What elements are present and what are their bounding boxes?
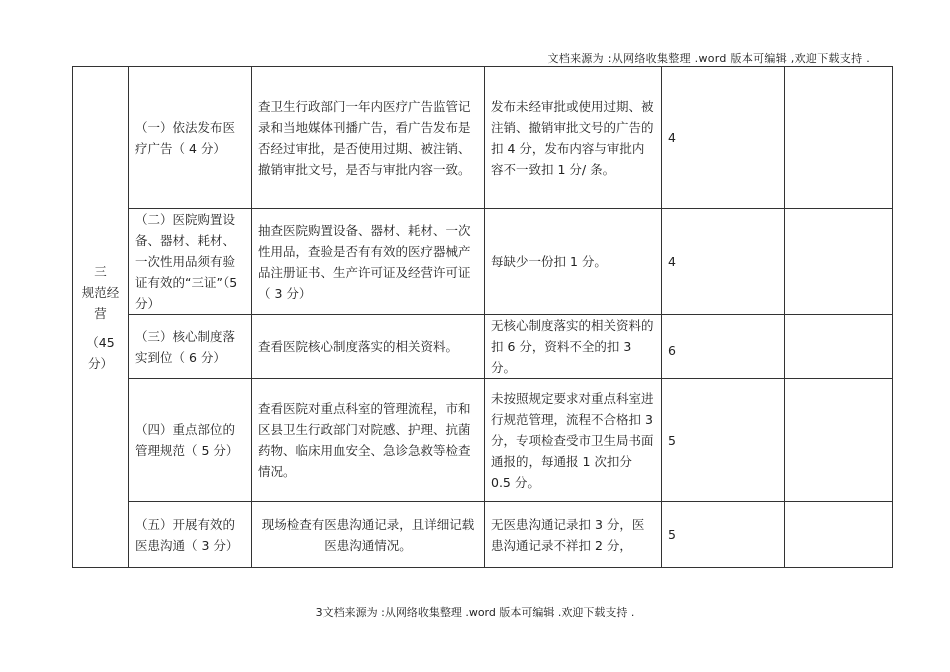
remark-cell	[785, 67, 893, 209]
section-number: 三	[94, 263, 107, 279]
rule-cell: 无医患沟通记录扣 3 分，医患沟通记录不祥扣 2 分，	[485, 502, 662, 568]
page-footer-note: 3文档来源为 :从网络收集整理 .word 版本可编辑 .欢迎下载支持 .	[315, 606, 635, 619]
score-cell: 6	[662, 315, 785, 379]
score-cell: 5	[662, 379, 785, 502]
section-cell	[73, 67, 129, 568]
item-cell: （三）核心制度落实到位（ 6 分）	[129, 315, 252, 379]
rule-cell: 每缺少一份扣 1 分。	[485, 209, 662, 315]
remark-cell	[785, 502, 893, 568]
table-row	[73, 315, 893, 379]
remark-cell	[785, 209, 893, 315]
method-cell: 查看医院核心制度落实的相关资料。	[252, 315, 485, 379]
table-row	[73, 502, 893, 568]
item-cell: （一）依法发布医疗广告（ 4 分）	[129, 67, 252, 209]
rule-cell: 未按照规定要求对重点科室进行规范管理，流程不合格扣 3 分，专项检查受市卫生局书面通报的，每通报 1 次扣分 0.5 分。	[485, 379, 662, 502]
section-points-line1: （45	[86, 334, 115, 350]
method-cell: 抽查医院购置设备、器材、耗材、一次性用品，查验是否有有效的医疗器械产品注册证书、生产许可证及经营许可证（ 3 分）	[252, 209, 485, 315]
method-cell: 现场检查有医患沟通记录，且详细记载医患沟通情况。	[252, 502, 485, 568]
rule-cell: 发布未经审批或使用过期、被注销、撤销审批文号的广告的扣 4 分，发布内容与审批内容不一致扣 1 分/ 条。	[485, 67, 662, 209]
item-cell: （二）医院购置设备、器材、耗材、一次性用品须有验证有效的“三证”（5 分）	[129, 209, 252, 315]
table-row	[73, 67, 893, 209]
item-cell: （四）重点部位的管理规范（ 5 分）	[129, 379, 252, 502]
remark-cell	[785, 315, 893, 379]
remark-cell	[785, 379, 893, 502]
table-row	[73, 379, 893, 502]
score-cell: 5	[662, 502, 785, 568]
section-title-line1: 规范经	[81, 284, 120, 300]
method-cell: 查看医院对重点科室的管理流程，市和区县卫生行政部门对院感、护理、抗菌药物、临床用血安全、急诊急救等检查情况。	[252, 379, 485, 502]
section-points-line2: 分）	[87, 355, 113, 371]
rule-cell: 无核心制度落实的相关资料的扣 6 分，资料不全的扣 3 分。	[485, 315, 662, 379]
score-cell: 4	[662, 209, 785, 315]
score-cell: 4	[662, 67, 785, 209]
evaluation-table	[72, 66, 893, 568]
section-title-line2: 营	[94, 305, 107, 321]
method-cell: 查卫生行政部门一年内医疗广告监管记录和当地媒体刊播广告，看广告发布是否经过审批，是否使用过期、被注销、撤销审批文号，是否与审批内容一致。	[252, 67, 485, 209]
table-row	[73, 209, 893, 315]
page-header-note: 文档来源为 :从网络收集整理 .word 版本可编辑 ,欢迎下载支持 .	[547, 52, 870, 65]
item-cell: （五）开展有效的医患沟通（ 3 分）	[129, 502, 252, 568]
